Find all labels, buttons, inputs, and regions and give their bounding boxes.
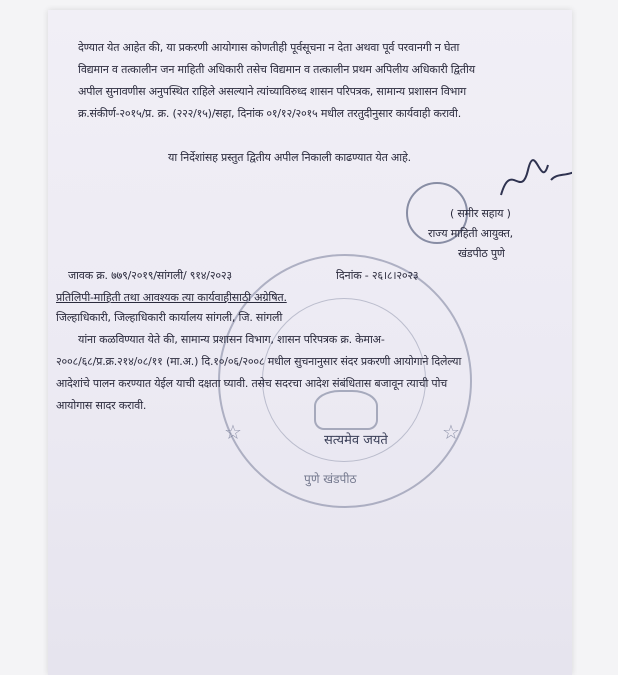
- copy-heading: प्रतिलिपी-माहिती तथा आवश्यक त्या कार्यवाहीसाठी अग्रेषित.: [56, 291, 287, 304]
- seal-motto: सत्यमेव जयते: [324, 433, 388, 448]
- paragraph-line-1: देण्यात येत आहेत की, या प्रकरणी आयोगास कोणतीही पूर्वसूचना न देता अथवा पूर्व परवानगी न घेता: [78, 41, 460, 54]
- document-page: [48, 10, 572, 675]
- instruction-line-1: यांना कळविण्यात येते की, सामान्य प्रशासन विभाग, शासन परिपत्रक क्र. केमाअ-: [78, 333, 385, 346]
- seal-city-text: पुणे खंडपीठ: [304, 472, 357, 486]
- paragraph-line-2: विद्यमान व तत्कालीन जन माहिती अधिकारी तसेच विद्यमान व तत्कालीन प्रथम अपिलीय अधिकारी द्वितीय: [78, 63, 475, 76]
- paragraph-line-4: क्र.संकीर्ण-२०१५/प्र. क्र. (२२२/१५)/सहा, दिनांक ०१/१२/२०१५ मधील तरतुदीनुसार कार्यवाही करावी.: [78, 107, 461, 120]
- closing-line: या निर्देशांसह प्रस्तुत द्वितीय अपील निकाली काढण्यात येत आहे.: [168, 151, 411, 164]
- seal-star-left-icon: ☆: [224, 420, 242, 444]
- instruction-line-3: आदेशांचे पालन करण्यात येईल याची दक्षता घ्यावी. तसेच सदरचा आदेश संबंधितास बजावून त्याची पोच: [56, 377, 448, 390]
- signatory-name: ( समीर सहाय ): [450, 207, 511, 220]
- seal-star-right-icon: ☆: [442, 420, 460, 444]
- dispatch-date: दिनांक - २६।८।२०२३: [336, 269, 419, 282]
- signatory-bench: खंडपीठ पुणे: [458, 247, 505, 260]
- instruction-line-4: आयोगास सादर करावी.: [56, 399, 147, 412]
- ashoka-emblem-icon: [314, 390, 378, 430]
- instruction-line-2: २००८/६८/प्र.क्र.२१४/०८/११ (मा.अ.) दि.१०/०६/२००८ मधील सुचनानुसार संदर प्रकरणी आयोगाने दिलेल्या: [56, 355, 462, 368]
- signatory-title: राज्य माहिती आयुक्त,: [428, 227, 513, 240]
- recipient-line: जिल्हाधिकारी, जिल्हाधिकारी कार्यालय सांगली, जि. सांगली: [56, 311, 283, 324]
- dispatch-number: जावक क्र. ७७९/२०१९/सांगली/ ९१४/२०२३: [68, 269, 232, 282]
- signature-mark: [496, 150, 572, 210]
- paragraph-line-3: अपील सुनावणीस अनुपस्थित राहिले असल्याने त्यांच्याविरुध्द शासन परिपत्रक, सामान्य प्रशासन विभाग: [78, 85, 466, 98]
